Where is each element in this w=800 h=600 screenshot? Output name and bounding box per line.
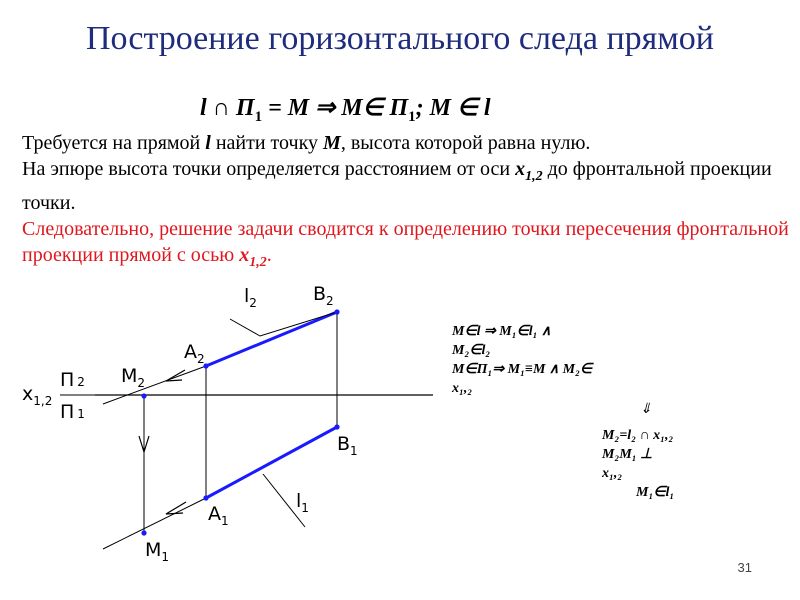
label-pi2: П 2	[60, 369, 85, 391]
label-m1: $M_1$	[145, 539, 170, 564]
para-text: найти точку	[210, 132, 324, 154]
para-text: На эпюре высота точки определяется расстоянием от оси	[22, 158, 516, 180]
formula-pi2: П	[389, 95, 409, 121]
red-text: .	[266, 244, 272, 266]
label-pi1: П 1	[60, 401, 85, 423]
segment-a1-b1	[206, 427, 337, 498]
red-x-sub: 1,2	[249, 255, 267, 270]
l2-extension	[103, 366, 206, 404]
para-l: l	[205, 132, 211, 154]
eq-line1: M∈l ⇒ M₁∈l₁ ∧	[452, 324, 552, 339]
label-b2: $B_2$	[313, 283, 334, 308]
eq-line5: M₂=l₂ ∩ x₁,₂	[602, 428, 674, 443]
formula-implies: ⇒	[315, 95, 342, 121]
label-l2: $l_2$	[244, 285, 257, 310]
eq-line3: M∈П₁⇒ M₁≡M ∧ M₂∈	[452, 362, 593, 377]
formula-pi2-sub: 1	[408, 109, 416, 125]
formula-pi-sub: 1	[254, 109, 263, 125]
formula-eq: = M	[262, 95, 316, 121]
equations-block	[452, 322, 592, 398]
point-b2	[334, 309, 339, 314]
leader-l2	[230, 312, 337, 336]
red-text: Следовательно, решение задачи сводится к определению точки пересечения фронтальной проекции прямой с осью	[22, 218, 789, 266]
label-m2: $M_2$	[121, 365, 146, 390]
formula-rest: ; M ∈ l	[415, 95, 491, 121]
para-x: x	[515, 158, 526, 180]
arrow-left-icon	[166, 502, 186, 514]
label-a2: $A_2$	[184, 341, 205, 366]
eq-arrow: ⇓	[640, 402, 652, 417]
para-m: М	[323, 132, 341, 154]
para-text: , высота которой равна нулю.	[340, 132, 591, 154]
eq-line8: M₁∈l₁	[636, 485, 675, 500]
eq-line6: M₂M₁ ⊥	[602, 447, 653, 462]
label-l1: $l_1$	[296, 490, 309, 515]
para-text: до фронтальной проекции точки.	[22, 158, 772, 214]
slide-title: Построение горизонтального следа прямой	[85, 20, 715, 57]
eq-line4: x₁,₂	[452, 381, 473, 396]
formula-pi: П	[235, 95, 255, 121]
segment-a2-b2	[206, 312, 337, 366]
equations-block-2	[602, 426, 674, 502]
red-x: x	[239, 244, 250, 266]
label-x12: $x_{1,2}$	[22, 383, 53, 408]
point-m1	[141, 530, 146, 535]
page-number: 31	[737, 560, 752, 575]
para-text: Требуется на прямой	[22, 132, 206, 154]
arrow-left-icon	[166, 370, 185, 381]
eq-line7: x₁,₂	[602, 466, 623, 481]
formula-l: l	[200, 95, 207, 121]
eq-line2: M₂∈l₂	[452, 343, 491, 358]
point-a1	[203, 495, 208, 500]
formula-m-in: M∈	[341, 95, 390, 121]
para-x-sub: 1,2	[525, 169, 543, 184]
formula-cap: ∩	[206, 95, 236, 121]
label-a1: $A_1$	[208, 503, 229, 528]
label-b1: $B_1$	[337, 433, 358, 458]
point-b1	[334, 424, 339, 429]
point-m2	[141, 393, 146, 398]
